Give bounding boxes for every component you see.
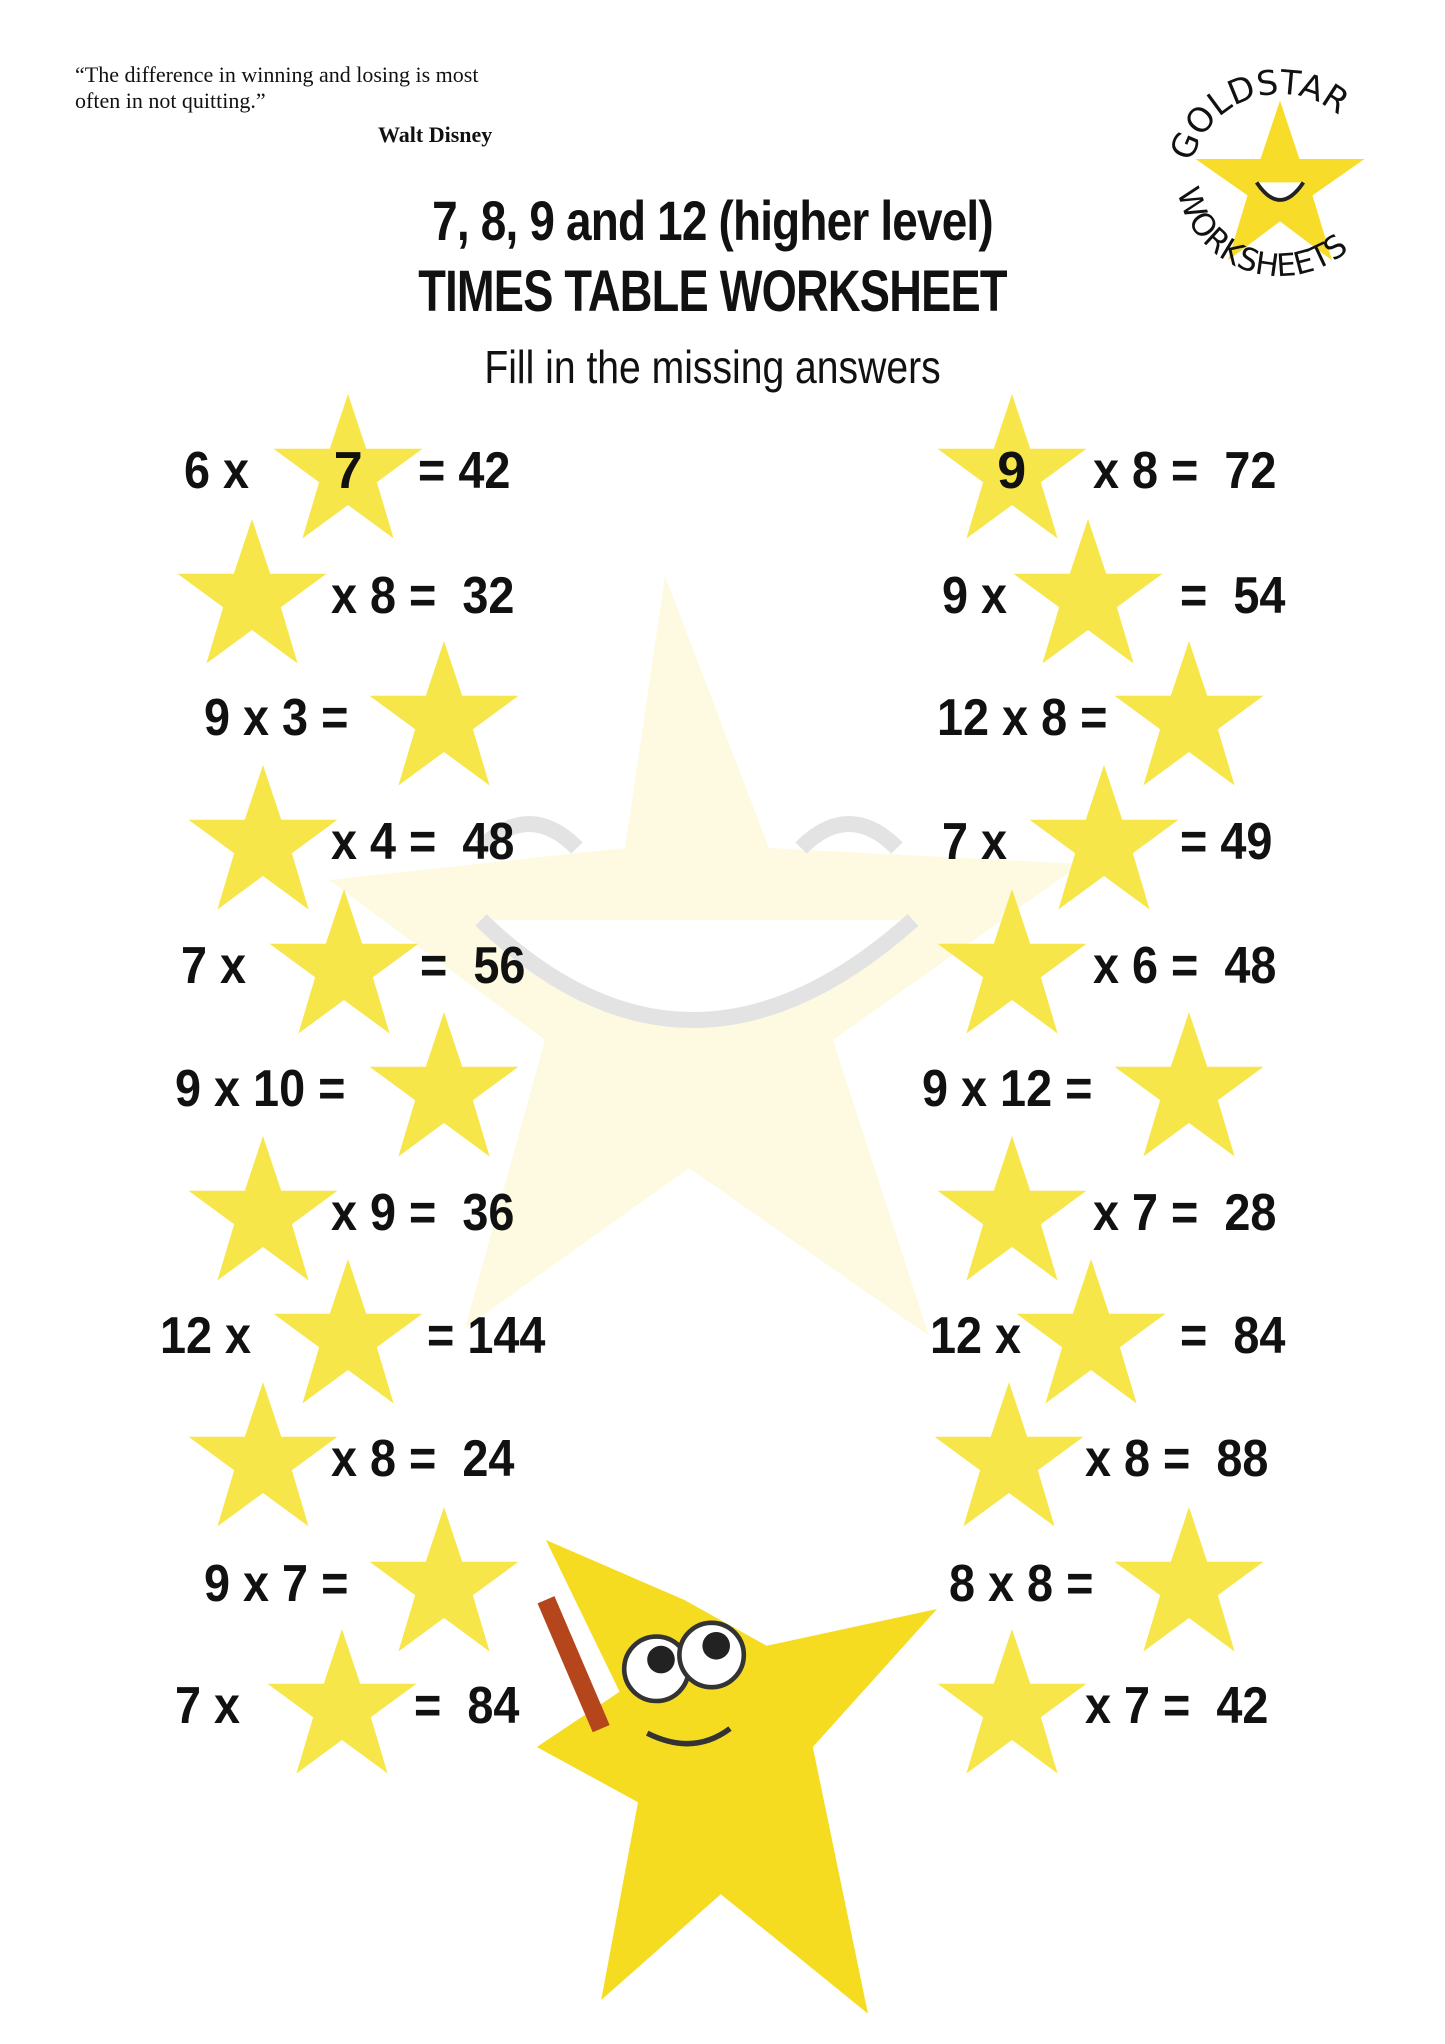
mascot-star-with-pencil-icon [500,1510,960,2030]
equation-left-part: 12 x [930,1307,1022,1365]
worksheet-subtitle: Fill in the missing answers [484,341,941,393]
equation-left-part: 7 x [181,937,247,995]
equation-right-part: x 7 = 28 [1093,1184,1277,1242]
equation-left-part: 12 x 8 = [936,689,1108,747]
equation-right-part: = 42 [417,442,511,500]
equation-right-part: x 4 = 48 [331,813,515,871]
equation-right-part: = 84 [1179,1307,1286,1365]
star-answer-value: 9 [997,442,1027,500]
worksheet-title-line2: TIMES TABLE WORKSHEET [418,259,1007,324]
equation-right-part: x 8 = 72 [1093,442,1277,500]
equation-right-part: x 9 = 36 [331,1184,515,1242]
svg-text:WORKSHEETS: WORKSHEETS [1169,182,1355,285]
equation-left-part: 7 x [942,813,1008,871]
equation-right-part: x 8 = 32 [331,567,515,625]
equation-right-part: x 6 = 48 [1093,937,1277,995]
equation-left-part: 9 x 3 = [203,689,349,747]
equation-left-part: 8 x 8 = [948,1555,1094,1613]
answer-star-icon[interactable] [936,886,1088,1038]
worksheet-title-line1: 7, 8, 9 and 12 (higher level) [432,189,993,252]
equation-left-part: 9 x 12 = [922,1060,1093,1118]
answer-star-icon[interactable] [266,1626,418,1778]
quote-text: “The difference in winning and losing is most often in not quitting.” [75,62,479,113]
answer-star-icon[interactable] [176,516,328,668]
equation-left-part: 9 x [942,567,1008,625]
equation-left-part: 12 x [160,1307,252,1365]
equation-right-part: x 7 = 42 [1085,1677,1269,1735]
answer-star-icon[interactable] [368,1009,520,1161]
equation-left-part: 6 x [183,442,250,500]
equation-right-part: = 84 [413,1677,520,1735]
answer-star-icon[interactable] [933,1379,1085,1531]
answer-star-icon[interactable] [368,638,520,790]
answer-star-icon[interactable] [187,1379,339,1531]
star-answer-value: 7 [333,442,363,500]
equation-left-part: 7 x [174,1677,240,1735]
equation-right-part: = 54 [1179,567,1286,625]
quote-author: Walt Disney [378,122,493,147]
equation-left-part: 9 x 10 = [174,1060,346,1118]
equation-right-part: x 8 = 24 [331,1430,515,1488]
equation-right-part: x 8 = 88 [1085,1430,1269,1488]
equation-left-part: 9 x 7 = [203,1555,349,1613]
equation-right-part: = 49 [1179,813,1273,871]
answer-star-icon[interactable] [1113,1504,1265,1656]
svg-text:GOLDSTAR: GOLDSTAR [1162,62,1357,166]
equation-right-part: = 56 [420,937,526,995]
equation-right-part: = 144 [427,1307,546,1365]
answer-star-icon[interactable] [1113,1009,1265,1161]
